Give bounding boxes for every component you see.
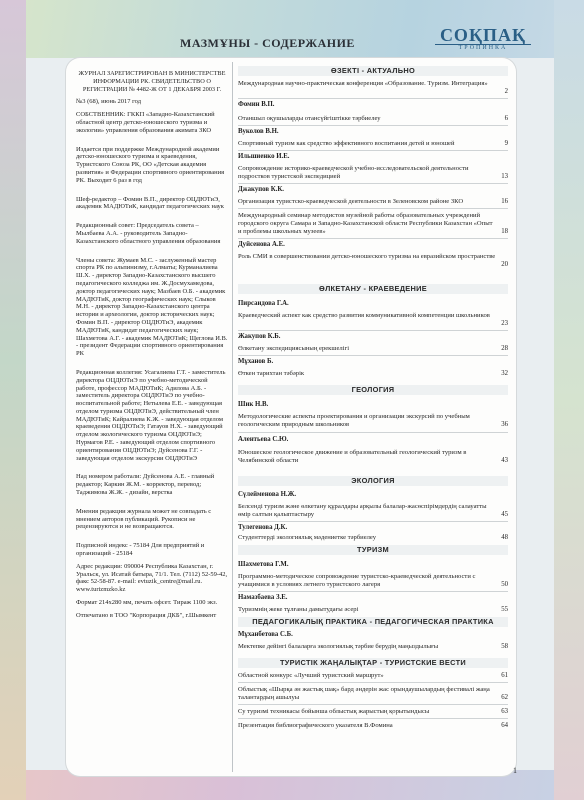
toc-entry-author: Пирсаидова Г.А. bbox=[238, 300, 289, 307]
toc-entry-author: Намазбаева З.Е. bbox=[238, 594, 288, 601]
toc-entry-page: 9 bbox=[504, 140, 508, 147]
toc-entry-title: Юношеское геологическое движение и образовательный геологический туризм в Челябинской области bbox=[238, 449, 467, 464]
table-of-contents bbox=[238, 64, 508, 772]
toc-entry-page: 20 bbox=[501, 261, 508, 268]
chief-editor: Шеф-редактор – Фомин В.П., директор ОЦДЮТиЭ, академик МАДЮТиК, кандидат педагогических наук bbox=[76, 195, 224, 211]
toc-entry-page: 61 bbox=[501, 672, 508, 679]
toc-entry-page: 64 bbox=[501, 722, 508, 729]
section-heading: ТУРИЗМ bbox=[238, 545, 508, 555]
issue-number: №3 (68), июнь 2017 год bbox=[76, 98, 142, 106]
toc-entry-title: Сопровождение историко-краеведческой учебно-исследовательской деятельности подростков туристской экспедицией bbox=[238, 165, 469, 180]
toc-entry-title: Өлкетану экспедициясының ерекшелігі bbox=[238, 345, 350, 352]
toc-entry-page: 55 bbox=[501, 606, 508, 613]
toc-entry-title: Спортивный туризм как средство эффективного воспитания детей и юношей bbox=[238, 140, 455, 147]
page-number: 1 bbox=[513, 766, 517, 775]
toc-divider bbox=[238, 150, 508, 151]
toc-entry-page: 23 bbox=[501, 320, 508, 327]
toc-divider bbox=[238, 208, 508, 209]
editorial-address: Адрес редакции: 090004 Республика Казахстан, г. Уральск, ул. Исатай батыра, 71/1. Тел. (7112) 52-59-42, факс 52-58-87. e-mail: evtuzik_centre@mail.ru. www.turizmzko.kz bbox=[76, 562, 228, 594]
disclaimer: Мнения редакции журнала может не совпадать с мнением авторов публикаций. Рукописи не рецензируются и не возвращаются. bbox=[76, 507, 212, 531]
toc-divider bbox=[238, 718, 508, 719]
toc-entry-page: 43 bbox=[501, 457, 508, 464]
toc-entry-title: Су туризмі техникасы бойынша облыстық жарыстың қорытындысы bbox=[238, 708, 430, 715]
section-heading: ӨЗЕКТІ - АКТУАЛЬНО bbox=[238, 66, 508, 76]
toc-entry-page: 18 bbox=[501, 228, 508, 235]
toc-entry-page: 36 bbox=[501, 421, 508, 428]
section-heading: ТУРИСТІК ЖАҢАЛЫҚТАР - ТУРИСТСКИЕ ВЕСТИ bbox=[238, 658, 508, 668]
toc-entry-author: Шахметова Г.М. bbox=[238, 561, 289, 568]
toc-entry-page: 45 bbox=[501, 511, 508, 518]
left-color-strip bbox=[0, 0, 26, 800]
toc-entry-page: 48 bbox=[501, 534, 508, 541]
toc-divider bbox=[238, 355, 508, 356]
toc-entry-title: Международный семинар методистов музейной работы образовательных учреждений городского округа Самара и Западно-Казахстанской области Республики Казахстан «Опыт и проблемы школьных музеев» bbox=[238, 212, 493, 235]
toc-entry-page: 28 bbox=[501, 345, 508, 352]
council-head: Редакционный совет: Председатель совета – Мылбаева А.А. - руководитель Западно-Казахстанского областного управления образования bbox=[76, 222, 221, 245]
logo-sub-text: ТРОПИНКА bbox=[458, 45, 508, 51]
issue-staff: Над номером работали: Дуйсенова А.Е. - главный редактор; Каркин Ж.М. - корректор, перевод; Таджимова Ж.Ж. - дизайн, верстка bbox=[76, 473, 215, 497]
section-heading: ГЕОЛОГИЯ bbox=[238, 385, 508, 395]
toc-divider bbox=[238, 125, 508, 126]
toc-entry-page: 50 bbox=[501, 581, 508, 588]
toc-entry-page: 32 bbox=[501, 370, 508, 377]
section-heading: ӨЛКЕТАНУ - КРАЕВЕДЕНИЕ bbox=[238, 284, 508, 294]
section-heading: ЭКОЛОГИЯ bbox=[238, 476, 508, 486]
subscription-index: Подписной индекс - 75184 Для предприятий и организаций - 25184 bbox=[76, 542, 205, 558]
toc-entry-page: 58 bbox=[501, 643, 508, 650]
toc-entry-author: Тулегенова Д.К. bbox=[238, 524, 288, 531]
section-heading: ПЕДАГОГИКАЛЫҚ ПРАКТИКА - ПЕДАГОГИЧЕСКАЯ ПРАКТИКА bbox=[238, 617, 508, 627]
toc-entry-page: 63 bbox=[501, 708, 508, 715]
toc-entry-title: Областной конкурс «Лучший туристский маршрут» bbox=[238, 672, 384, 679]
toc-entry-author: Джакупов К.К. bbox=[238, 186, 284, 193]
toc-entry-title: Программно-методическое сопровождение туристско-краеведческой деятельности с учащимися в условиях летнего туристского лагеря bbox=[238, 573, 476, 588]
toc-entry-page: 16 bbox=[501, 198, 508, 205]
toc-divider bbox=[238, 238, 508, 239]
toc-entry-title: Облыстық «Шырқа ән жастық шақ» бард әндерін жас орындаушылардың фестивалі жаңа талантардың ашылуы bbox=[238, 686, 490, 701]
logo-main-text: СОҚПАҚ bbox=[435, 26, 531, 45]
toc-entry-title: Организация туристско-краеведческой деятельности в Зеленовском районе ЗКО bbox=[238, 198, 464, 205]
toc-divider bbox=[238, 432, 508, 433]
toc-entry-page: 2 bbox=[504, 88, 508, 95]
column-divider bbox=[232, 62, 233, 772]
toc-divider bbox=[238, 521, 508, 522]
toc-entry-author: Жакупов К.Б. bbox=[238, 333, 281, 340]
right-color-strip bbox=[554, 0, 584, 800]
toc-divider bbox=[238, 183, 508, 184]
toc-entry-title: Краеведческий аспект как средство развития коммуникативной компетенции школьников bbox=[238, 312, 490, 319]
toc-entry-title: Белсенді туризм және өлкетану құралдары арқылы балалар-жасөспірімдердің салауатты өмір салтын қалыптастыру bbox=[238, 503, 487, 518]
print-format: Формат 214х280 мм, печать офсет. Тираж 1100 экз. bbox=[76, 599, 218, 607]
toc-entry-author: Шик Н.В. bbox=[238, 401, 269, 408]
page-title: МАЗМҰНЫ - СОДЕРЖАНИЕ bbox=[180, 36, 355, 50]
support-note: Издается при поддержке Международной академии детско-юношеского туризма и краеведения, Туристского Союза РК, ОО «Детская академия развития» и Федерации спортивного ориентирования РК. Выходит 6 раз в год bbox=[76, 145, 225, 184]
toc-entry-title: Өткен тарихтан тәбәрік bbox=[238, 370, 305, 377]
printer-note: Отпечатано в ТОО "Корпорация ДКБ", г.Шымкент bbox=[76, 611, 217, 619]
toc-entry-author: Алентьева С.Ю. bbox=[238, 436, 289, 443]
council-members: Члены совета: Жумаев М.С. - заслуженный мастер спорта РК по альпинизму, г.Алматы; Курманалиева Ш.Х. - директор Западно-Казахстанского высшего педагогического колледжа им. Ж.Досмухамедова, доктор педагогических наук; Мазбаев О.Б. - академик МАДЮТиК, доктор географических наук; Слыков М.Н. - директор Западно-Казахстанского центра истории и археологии, доктор исторических наук; Фомин В.П. - директор ОЦДЮТиЭ, академик МАДЮТиК, кандидат педагогических наук; Шахметова А.Г. - академик МАДЮТиК; Щеглова И.В. - президент Федерации спортивного ориентирования РК bbox=[76, 256, 228, 358]
toc-entry-title: Роль СМИ в совершенствовании детско-юношеского туризма на евразийском пространстве bbox=[238, 253, 496, 260]
imprint-column bbox=[76, 70, 228, 774]
toc-entry-page: 6 bbox=[504, 115, 508, 122]
toc-entry-title: Мектепке дейінгі балаларға экологиялық тәрбие берудің маңыздылығы bbox=[238, 643, 439, 650]
editorial-board: Редакционная коллегия: Усагалиева Г.Т. - заместитель директора ОЦДЮТиЭ по учебно-методической работе, профессор МАДЮТиК; Адилова А.Б. - заместитель директора ОЦДЮТиЭ по учебно-воспитательной работе; Нетылева Е.Е. - заведующая отделом туризма ОЦДЮТиЭ, действительный член МАДЮТиК; Кайралиева К.Ж. - заведующая отделом краеведения ОЦДЮТиЭ; Гатауов Н.Х. - заведующий отделом экологического туризма ОЦДЮТиЭ; Нурмагов Р.Е. - заведующий отделом спортивного ориентирования ОЦДЮТиЭ; Дуйсенова Г.Г. - заведующая отделом экскурсии ОЦДЮТиЭ bbox=[76, 368, 226, 462]
toc-entry-title: Методологические аспекты проектирования и организации экскурсий по учебным геологическим природным школьников bbox=[238, 413, 470, 428]
toc-entry-author: Мұханов Б. bbox=[238, 358, 274, 365]
toc-entry-author: Фомин В.П. bbox=[238, 101, 275, 108]
toc-divider bbox=[238, 591, 508, 592]
toc-entry-title: Презентация библиографического указателя В.Фомина bbox=[238, 722, 393, 729]
owner-note: СОБСТВЕННИК: ГККП «Западно-Казахстанский областной центр детско-юношеского туризма и экологии» управления образования акимата ЗКО bbox=[76, 111, 215, 134]
toc-entry-page: 62 bbox=[501, 694, 508, 701]
toc-divider bbox=[238, 704, 508, 705]
toc-entry-author: Дуйсенова А.Е. bbox=[238, 241, 285, 248]
toc-entry-title: Туризмнің жеке тұлғаны дамытудағы әсері bbox=[238, 606, 359, 613]
journal-logo bbox=[435, 26, 531, 54]
toc-divider bbox=[238, 682, 508, 683]
toc-entry-title: Отаншыл оқушыларды отансүйгіштікке тәрбиелеу bbox=[238, 115, 381, 122]
toc-entry-author: Ильшиенко И.Е. bbox=[238, 153, 290, 160]
toc-entry-author: Сүлейменова Н.Ж. bbox=[238, 491, 297, 498]
toc-entry-author: Мұханбетова С.Б. bbox=[238, 631, 293, 638]
toc-entry-page: 13 bbox=[501, 173, 508, 180]
toc-divider bbox=[238, 98, 508, 99]
toc-entry-title: Студенттерді экологиялық мәдениетке тәрбиелеу bbox=[238, 534, 376, 541]
toc-divider bbox=[238, 330, 508, 331]
toc-entry-author: Вуколов В.Н. bbox=[238, 128, 279, 135]
toc-entry-title: Международная научно-практическая конференция «Образование. Туризм. Интеграция» bbox=[238, 80, 488, 87]
registration-note: ЖУРНАЛ ЗАРЕГИСТРИРОВАН В МИНИСТЕРСТВЕ ИНФОРМАЦИИ РК. СВИДЕТЕЛЬСТВО О РЕГИСТРАЦИИ № 4482-Ж ОТ 1 ДЕКАБРЯ 2003 Г. bbox=[78, 70, 226, 93]
